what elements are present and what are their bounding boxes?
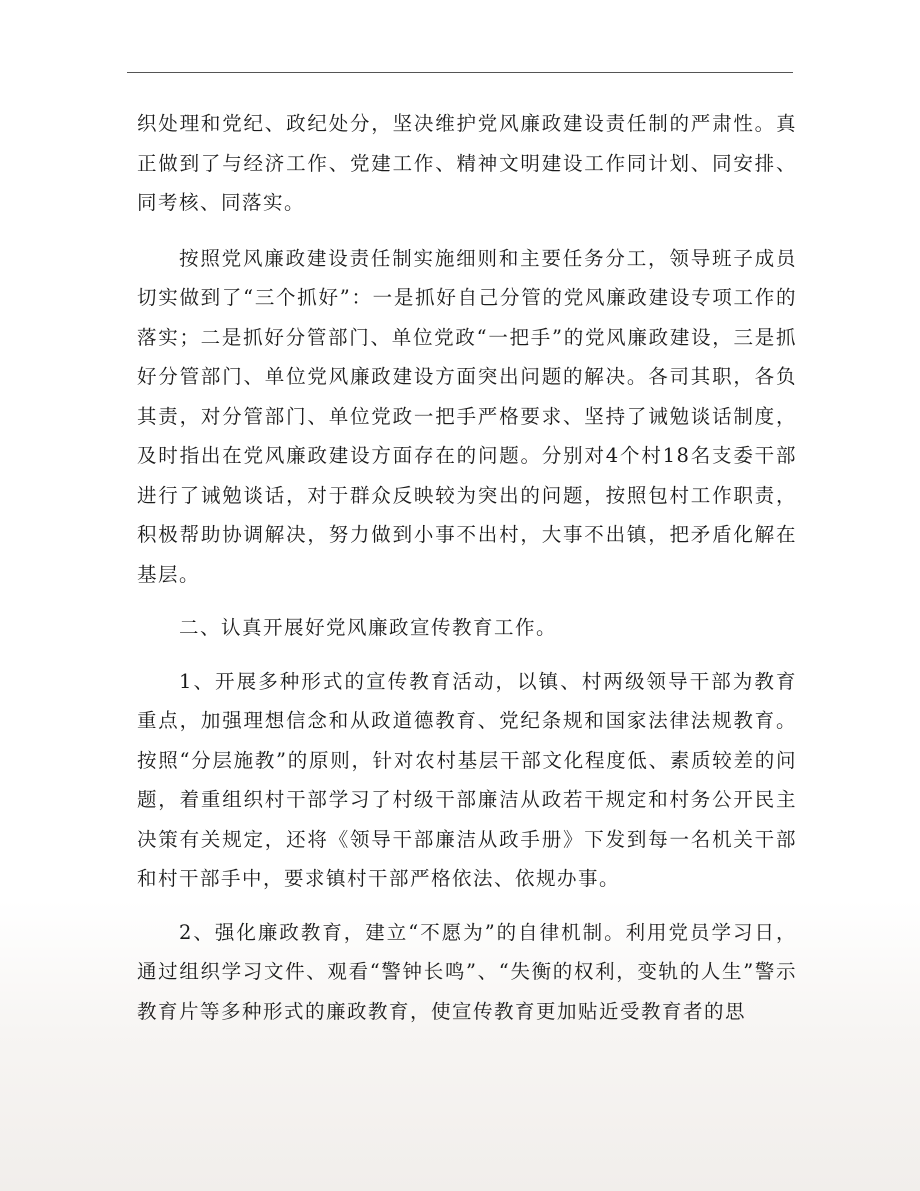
section-heading: 二、认真开展好党风廉政宣传教育工作。 [179, 616, 558, 639]
header-divider [127, 72, 793, 73]
paragraph-integrity-education: 2、强化廉政教育，建立“不愿为”的自律机制。利用党员学习日，通过组织学习文件、观看“警钟长鸣”、“失衡的权利，变轨的人生”警示教育片等多种形式的廉政教育，使宣传教育更加贴近受教育者的思 [137, 920, 797, 1023]
paragraph-education-activities: 1、开展多种形式的宣传教育活动，以镇、村两级领导干部为教育重点，加强理想信念和从政道德教育、党纪条规和国家法律法规教育。按照“分层施教”的原则，针对农村基层干部文化程度低、素质较差的问题，着重组织村干部学习了村级干部廉洁从政若干规定和村务公开民主决策有关规定，还将《领导干部廉洁从政手册》下发到每一名机关干部和村干部手中，要求镇村干部严格依法、依规办事。 [137, 669, 797, 890]
document-body [137, 104, 797, 1031]
paragraph-continuation: 织处理和党纪、政纪处分，坚决维护党风廉政建设责任制的严肃性。真正做到了与经济工作、党建工作、精神文明建设工作同计划、同安排、同考核、同落实。 [137, 112, 797, 214]
paragraph-responsibility: 按照党风廉政建设责任制实施细则和主要任务分工，领导班子成员切实做到了“三个抓好”：一是抓好自己分管的党风廉政建设专项工作的落实；二是抓好分管部门、单位党政“一把手”的党风廉政建设，三是抓好分管部门、单位党风廉政建设方面突出问题的解决。各司其职，各负其责，对分管部门、单位党政一把手严格要求、坚持了诫勉谈话制度，及时指出在党风廉政建设方面存在的问题。分别对4个村18名支委干部进行了诫勉谈话，对于群众反映较为突出的问题，按照包村工作职责，积极帮助协调解决，努力做到小事不出村，大事不出镇，把矛盾化解在基层。 [137, 246, 797, 586]
